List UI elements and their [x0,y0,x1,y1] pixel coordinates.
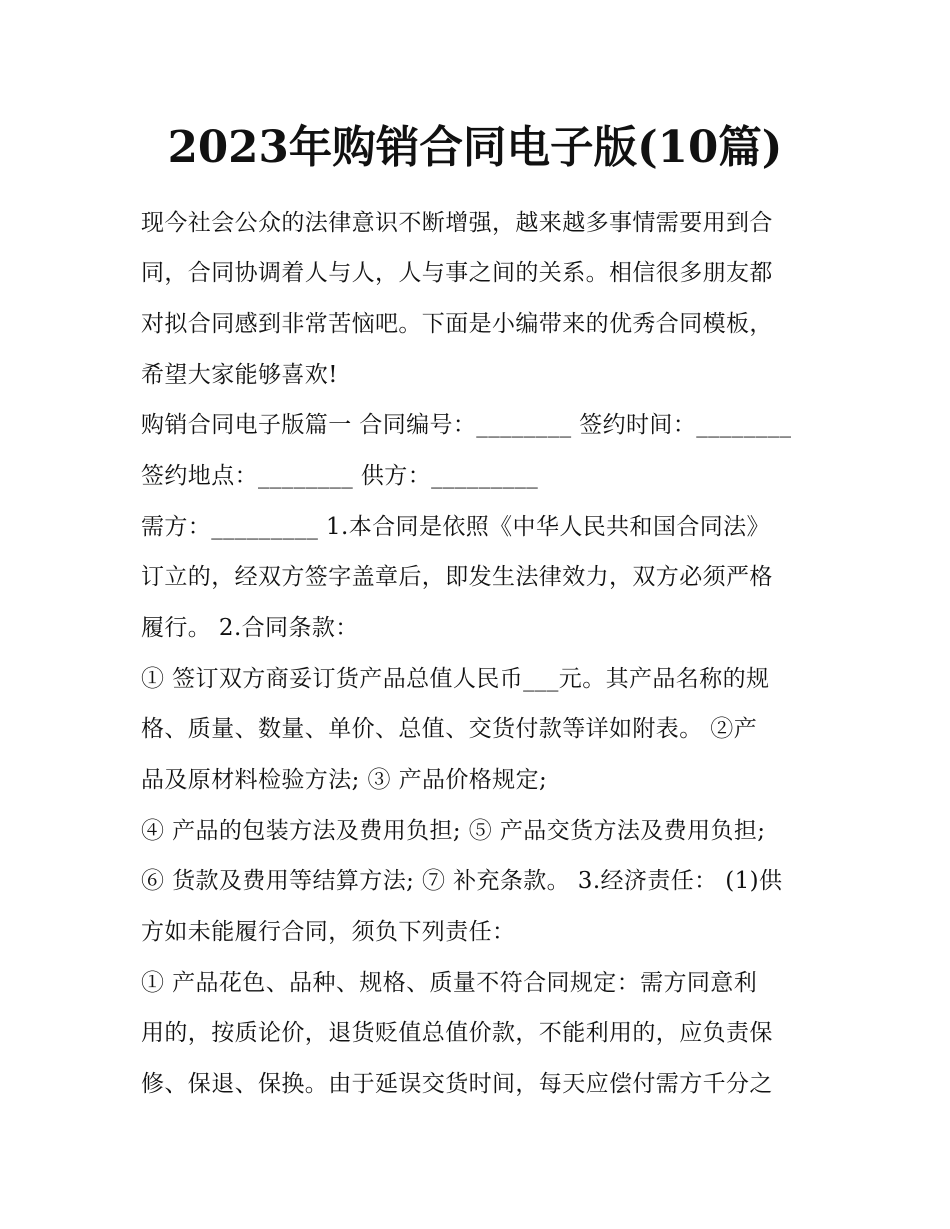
paragraph-line: ④ 产品的包装方法及费用负担; ⑤ 产品交货方法及费用负担; [141,818,766,844]
paragraph-line: 现今社会公众的法律意识不断增强，越来越多事情需要用到合 [141,210,773,236]
paragraph-line: 方如未能履行合同，须负下列责任： [141,919,516,945]
paragraph-line: 同，合同协调着人与人，人与事之间的关系。相信很多朋友都 [141,260,773,286]
paragraph-line: ⑥ 货款及费用等结算方法; ⑦ 补充条款。 3.经济责任： (1)供 [141,868,783,894]
paragraph-line: 格、质量、数量、单价、总值、交货付款等详如附表。 ②产 [141,716,758,742]
paragraph-line: 购销合同电子版篇一 合同编号：________ 签约时间：________ [141,412,792,438]
paragraph-line: 对拟合同感到非常苦恼吧。下面是小编带来的优秀合同模板， [141,311,773,337]
paragraph-line: 用的，按质论价，退货贬值总值价款，不能利用的，应负责保 [141,1020,773,1046]
paragraph-line: 订立的，经双方签字盖章后，即发生法律效力，双方必须严格 [141,564,773,590]
paragraph-line: ① 签订双方商妥订货产品总值人民币___元。其产品名称的规 [141,666,770,692]
document-title: 2023年购销合同电子版(10篇) [167,122,783,173]
paragraph-line: ① 产品花色、品种、规格、质量不符合同规定：需方同意利 [141,970,758,996]
paragraph-line: 品及原材料检验方法; ③ 产品价格规定; [141,767,548,793]
paragraph-line: 需方：_________ 1.本合同是依照《中华人民共和国合同法》 [141,514,770,540]
paragraph-line: 希望大家能够喜欢! [141,362,338,388]
paragraph-line: 履行。 2.合同条款： [141,615,359,641]
paragraph-line: 修、保退、保换。由于延误交货时间，每天应偿付需方千分之 [141,1071,773,1097]
paragraph-line: 签约地点：________ 供方：_________ [141,463,539,489]
